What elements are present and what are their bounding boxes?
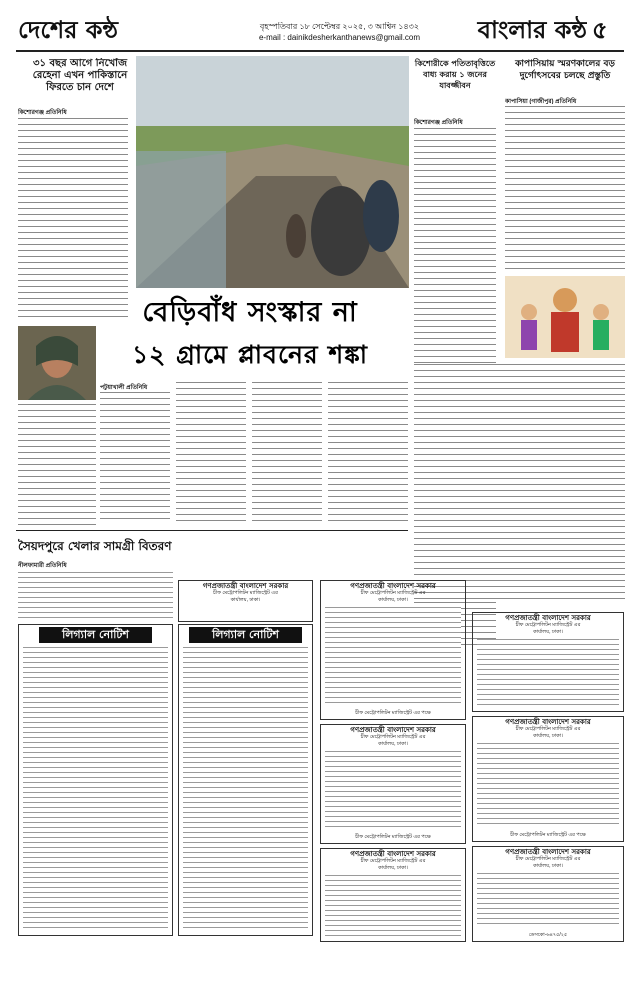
govt-notice-7-text bbox=[477, 873, 619, 927]
durga-idol-photo bbox=[505, 276, 625, 358]
govt-notice-7-court: কার্যালয়, ঢাকা। bbox=[533, 863, 563, 869]
legal-notice-1 bbox=[18, 624, 173, 936]
embankment-photo bbox=[136, 56, 409, 288]
left-story-body bbox=[18, 118, 128, 320]
durga-idol-scene bbox=[505, 276, 625, 358]
portrait-figure bbox=[18, 326, 96, 400]
main-story-col2 bbox=[176, 382, 246, 522]
govt-notice-5-office: চীফ মেট্রোপলিটন ম্যাজিস্ট্রেট এর bbox=[515, 622, 581, 628]
main-story-byline: পটুয়াখালী প্রতিনিধি bbox=[100, 385, 148, 390]
govt-notice-5-court: কার্যালয়, ঢাকা। bbox=[533, 629, 563, 635]
kapasia-headline: কাপাসিয়ায় স্মরণকালের বড় দুর্গোৎসবের চলছে প্রস্তুতি bbox=[515, 59, 615, 81]
govt-notice-3-signature: চীফ মেট্রোপলিটন ম্যাজিস্ট্রেট এর পক্ষে bbox=[355, 834, 431, 840]
govt-notice-7 bbox=[472, 846, 624, 942]
sports-rule bbox=[16, 530, 408, 531]
govt-notice-1-court: কার্যালয়, ঢাকা। bbox=[230, 597, 261, 603]
main-headline-line2: ১২ গ্রামে প্লাবনের শঙ্কা bbox=[131, 340, 369, 369]
main-story-col3 bbox=[252, 382, 322, 522]
govt-notice-4-text bbox=[325, 875, 461, 937]
legal-notice-2-heading: লিগ্যাল নোটিশ bbox=[189, 627, 302, 643]
govt-notice-7-footer: ডেসকো-৬৪৭৫/২৫ bbox=[528, 932, 568, 938]
kapasia-body-bottom bbox=[414, 364, 625, 602]
govt-notice-2-court: কার্যালয়, ঢাকা। bbox=[378, 597, 408, 603]
masthead-rule bbox=[16, 50, 624, 52]
govt-notice-1-office: চীফ মেট্রোপলিটন ম্যাজিস্ট্রেট এর bbox=[213, 590, 278, 596]
page-number: ৫ bbox=[592, 16, 608, 44]
masthead-date: বৃহস্পতিবার ১৮ সেপ্টেম্বর ২০২৫, ৩ আশ্বিন ১৪৩২ bbox=[259, 22, 420, 31]
govt-notice-1-title: গণপ্রজাতন্ত্রী বাংলাদেশ সরকার bbox=[202, 581, 289, 590]
govt-notice-3 bbox=[320, 724, 466, 844]
govt-notice-6-office: চীফ মেট্রোপলিটন ম্যাজিস্ট্রেট এর bbox=[515, 726, 581, 732]
govt-notice-7-office: চীফ মেট্রোপলিটন ম্যাজিস্ট্রেট এর bbox=[515, 856, 581, 862]
govt-notice-3-title: গণপ্রজাতন্ত্রী বাংলাদেশ সরকার bbox=[350, 725, 436, 734]
govt-notice-4 bbox=[320, 848, 466, 942]
govt-notice-5-text bbox=[477, 639, 619, 707]
masthead-email[interactable]: e-mail : dainikdesherkanthanews@gmail.com bbox=[258, 33, 421, 42]
govt-notice-4-title: গণপ্রজাতন্ত্রী বাংলাদেশ সরকার bbox=[350, 849, 436, 858]
govt-notice-6-text bbox=[477, 743, 619, 827]
govt-notice-5-title: গণপ্রজাতন্ত্রী বাংলাদেশ সরকার bbox=[505, 613, 591, 622]
govt-notice-5 bbox=[472, 612, 624, 712]
left-story-body-2 bbox=[18, 404, 96, 528]
govt-notice-2-office: চীফ মেট্রোপলিটন ম্যাজিস্ট্রেট এর bbox=[360, 590, 426, 596]
sports-byline: নীলফামারী প্রতিনিধি bbox=[18, 563, 67, 568]
govt-notice-2 bbox=[320, 580, 466, 720]
govt-notice-6 bbox=[472, 716, 624, 842]
govt-notice-4-office: চীফ মেট্রোপলিটন ম্যাজিস্ট্রেট এর bbox=[360, 858, 426, 864]
sports-body bbox=[18, 572, 173, 620]
govt-notice-3-text bbox=[325, 751, 461, 829]
govt-notice-2-signature: চীফ মেট্রোপলিটন ম্যাজিস্ট্রেট এর পক্ষে bbox=[355, 710, 431, 716]
govt-notice-1 bbox=[178, 580, 313, 622]
govt-notice-2-text bbox=[325, 607, 461, 705]
kishoreganj-headline: কিশোরীকে পতিতাবৃত্তিতে বাধ্য করায় ১ জনের যাবজ্জীবন bbox=[414, 58, 496, 90]
left-story-headline: ৩১ বছর আগে নিখোঁজ রেহেনা এখন পাকিস্তানে ফিরতে চান দেশে bbox=[32, 58, 128, 93]
legal-notice-2-text bbox=[183, 647, 308, 931]
govt-notice-6-signature: চীফ মেট্রোপলিটন ম্যাজিস্ট্রেট এর পক্ষে bbox=[510, 832, 586, 838]
embankment-scene bbox=[136, 56, 409, 288]
govt-notice-6-title: গণপ্রজাতন্ত্রী বাংলাদেশ সরকার bbox=[505, 717, 591, 726]
legal-notice-1-text bbox=[23, 647, 168, 931]
main-story-col4 bbox=[328, 382, 408, 522]
govt-notice-2-title: গণপ্রজাতন্ত্রী বাংলাদেশ সরকার bbox=[350, 581, 436, 590]
main-story-col1 bbox=[100, 392, 170, 522]
legal-notice-1-heading: লিগ্যাল নোটিশ bbox=[39, 627, 152, 643]
masthead-right-title: বাংলার কন্ঠ bbox=[477, 16, 587, 44]
sports-headline: সৈয়দপুরে খেলার সামগ্রী বিতরণ bbox=[18, 539, 172, 553]
kapasia-body-top bbox=[505, 106, 625, 271]
govt-notice-3-court: কার্যালয়, ঢাকা। bbox=[378, 741, 408, 747]
kishoreganj-byline: কিশোরগঞ্জ প্রতিনিধি bbox=[414, 120, 463, 125]
left-story-byline: কিশোরগঞ্জ প্রতিনিধি bbox=[18, 110, 67, 115]
govt-notice-6-court: কার্যালয়, ঢাকা। bbox=[533, 733, 563, 739]
govt-notice-4-court: কার্যালয়, ঢাকা। bbox=[378, 865, 408, 871]
govt-notice-7-title: গণপ্রজাতন্ত্রী বাংলাদেশ সরকার bbox=[505, 847, 591, 856]
masthead-left-title: দেশের কন্ঠ bbox=[18, 16, 119, 44]
woman-portrait bbox=[18, 326, 96, 400]
legal-notice-2 bbox=[178, 624, 313, 936]
kapasia-byline: কাপাসিয়া (গাজীপুর) প্রতিনিধি bbox=[505, 99, 577, 104]
main-headline-line1: বেড়িবাঁধ সংস্কার না bbox=[142, 297, 358, 328]
govt-notice-3-office: চীফ মেট্রোপলিটন ম্যাজিস্ট্রেট এর bbox=[360, 734, 426, 740]
